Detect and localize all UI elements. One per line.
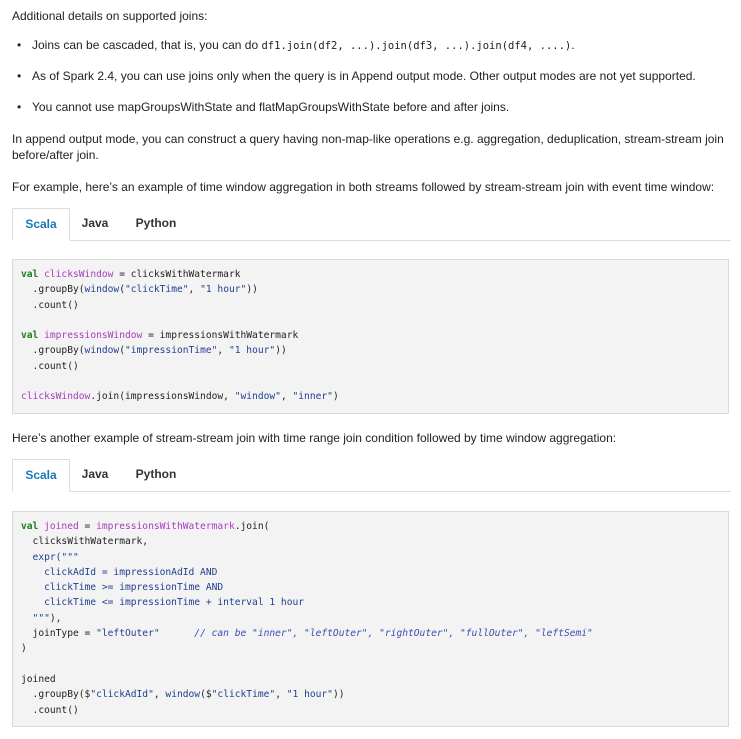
bullet-2-text: As of Spark 2.4, you can use joins only when the query is in Append output mode. Other output modes are not yet supported. (32, 69, 696, 83)
list-item (18, 38, 575, 52)
append-mode-paragraph: In append output mode, you can construct a query having non-map-like operations e.g. aggregation, deduplication, stream-stream join before/after join. (12, 132, 724, 162)
code-block-2 (12, 511, 729, 727)
code-tabs-1 (12, 208, 731, 241)
code-block-1 (12, 259, 729, 414)
code-tabs-2 (12, 459, 731, 492)
bullet-1-pre: Joins can be cascaded, that is, you can do (32, 38, 262, 52)
example2-paragraph: Here’s another example of stream-stream join with time range join condition followed by time window aggregation: (12, 431, 617, 445)
list-item (18, 69, 696, 83)
bullet-3-text: You cannot use mapGroupsWithState and flatMapGroupsWithState before and after joins. (32, 100, 510, 114)
code-listing-1: val clicksWindow = clicksWithWatermark .groupBy(window("clickTime", "1 hour")) .count() val impressionsWindow = impressionsWithWatermark .groupBy(window("impressionTime", "1 hour")) .count() clicksWindow.join(impressionsWindow, "window", "inner") (21, 269, 339, 403)
tab-python[interactable]: Python (135, 467, 177, 481)
tab-scala[interactable]: Scala (12, 459, 70, 492)
list-item (18, 100, 509, 114)
bullet-1-code: df1.join(df2, ...).join(df3, ...).join(df4, ....) (261, 40, 572, 52)
code-listing-2: val joined = impressionsWithWatermark.join( clicksWithWatermark, expr(""" clickAdId = impressionAdId AND clickTime >= impressionTime AND clickTime <= impressionTime + interval 1 hour """), joinType = "leftOuter" // can be "inner", "leftOuter", "rightOuter", "fullOuter", "leftSemi" ) joined .groupBy($"clickAdId", window($"clickTime", "1 hour")) .count() (21, 521, 593, 716)
tab-java[interactable]: Java (81, 216, 109, 230)
bullet-1-post: . (571, 38, 575, 52)
tab-python[interactable]: Python (135, 216, 177, 230)
example1-paragraph: For example, here’s an example of time window aggregation in both streams followed by stream-stream join with event time window: (12, 180, 715, 194)
tab-scala[interactable]: Scala (12, 208, 70, 241)
tab-java[interactable]: Java (81, 467, 109, 481)
intro-text: Additional details on supported joins: (12, 9, 208, 23)
